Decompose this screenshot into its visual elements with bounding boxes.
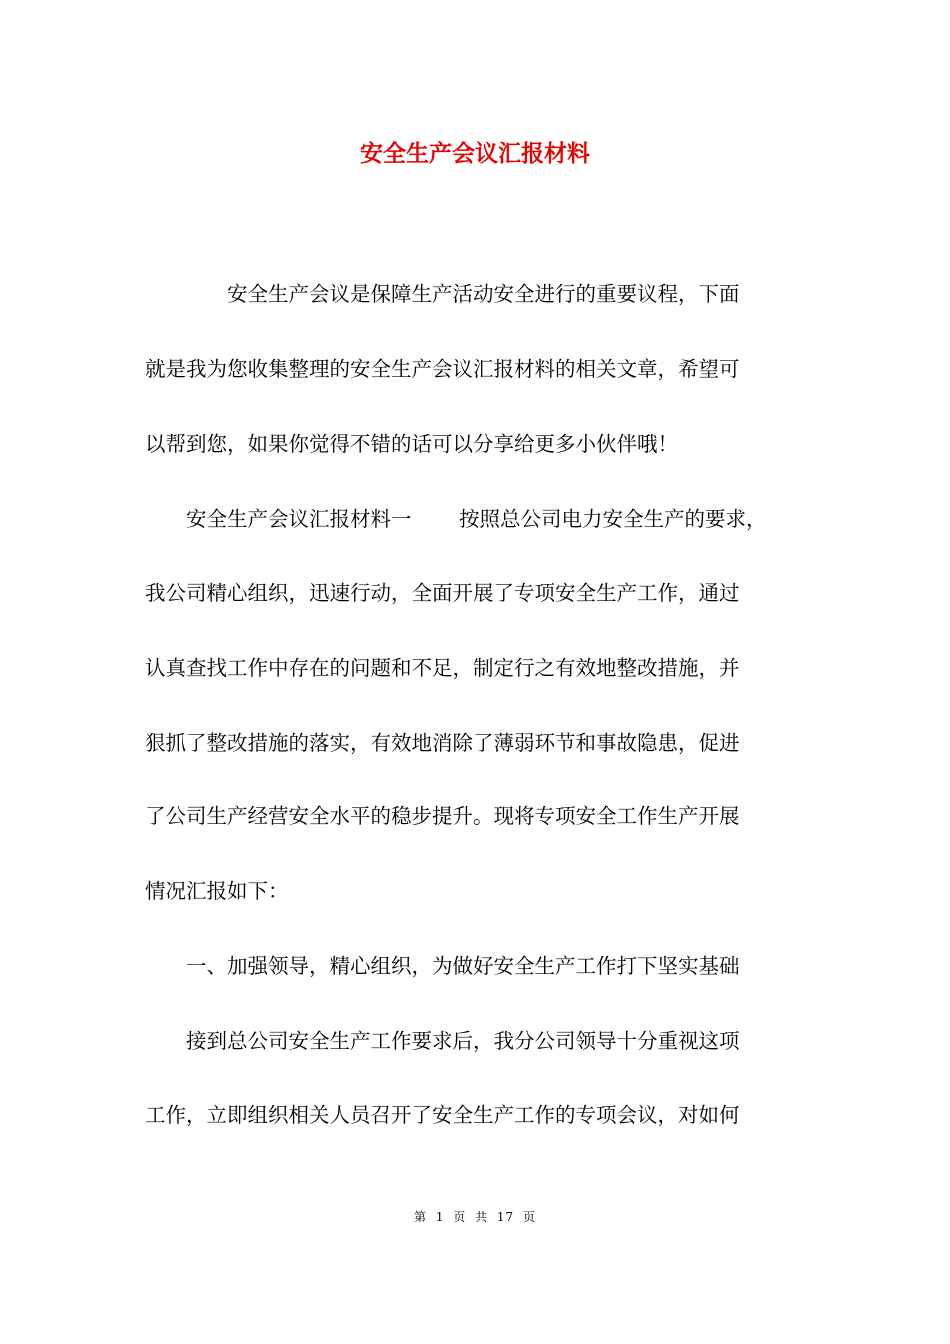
body-line: 我公司精心组织，迅速行动，全面开展了专项安全生产工作，通过	[145, 581, 740, 605]
body-line: 以帮到您，如果你觉得不错的话可以分享给更多小伙伴哦！	[145, 432, 678, 456]
body-line: 接到总公司安全生产工作要求后，我分公司领导十分重视这项	[145, 1029, 740, 1053]
document-title: 安全生产会议汇报材料	[360, 140, 590, 167]
body-line: 安全生产会议是保障生产活动安全进行的重要议程，下面	[145, 282, 740, 306]
body-line: 安全生产会议汇报材料一 按照总公司电力安全生产的要求，	[145, 507, 767, 531]
body-line: 工作，立即组织相关人员召开了安全生产工作的专项会议，对如何	[145, 1103, 740, 1127]
body-line: 就是我为您收集整理的安全生产会议汇报材料的相关文章，希望可	[145, 357, 740, 381]
body-line: 狠抓了整改措施的落实，有效地消除了薄弱环节和事故隐患，促进	[145, 731, 740, 755]
body-line: 了公司生产经营安全水平的稳步提升。现将专项安全工作生产开展	[145, 804, 740, 828]
body-line: 认真查找工作中存在的问题和不足，制定行之有效地整改措施，并	[145, 656, 740, 680]
page-footer: 第 1 页 共 17 页	[414, 1210, 536, 1224]
body-line: 一、加强领导，精心组织，为做好安全生产工作打下坚实基础	[145, 954, 740, 978]
body-line: 情况汇报如下：	[145, 879, 289, 903]
